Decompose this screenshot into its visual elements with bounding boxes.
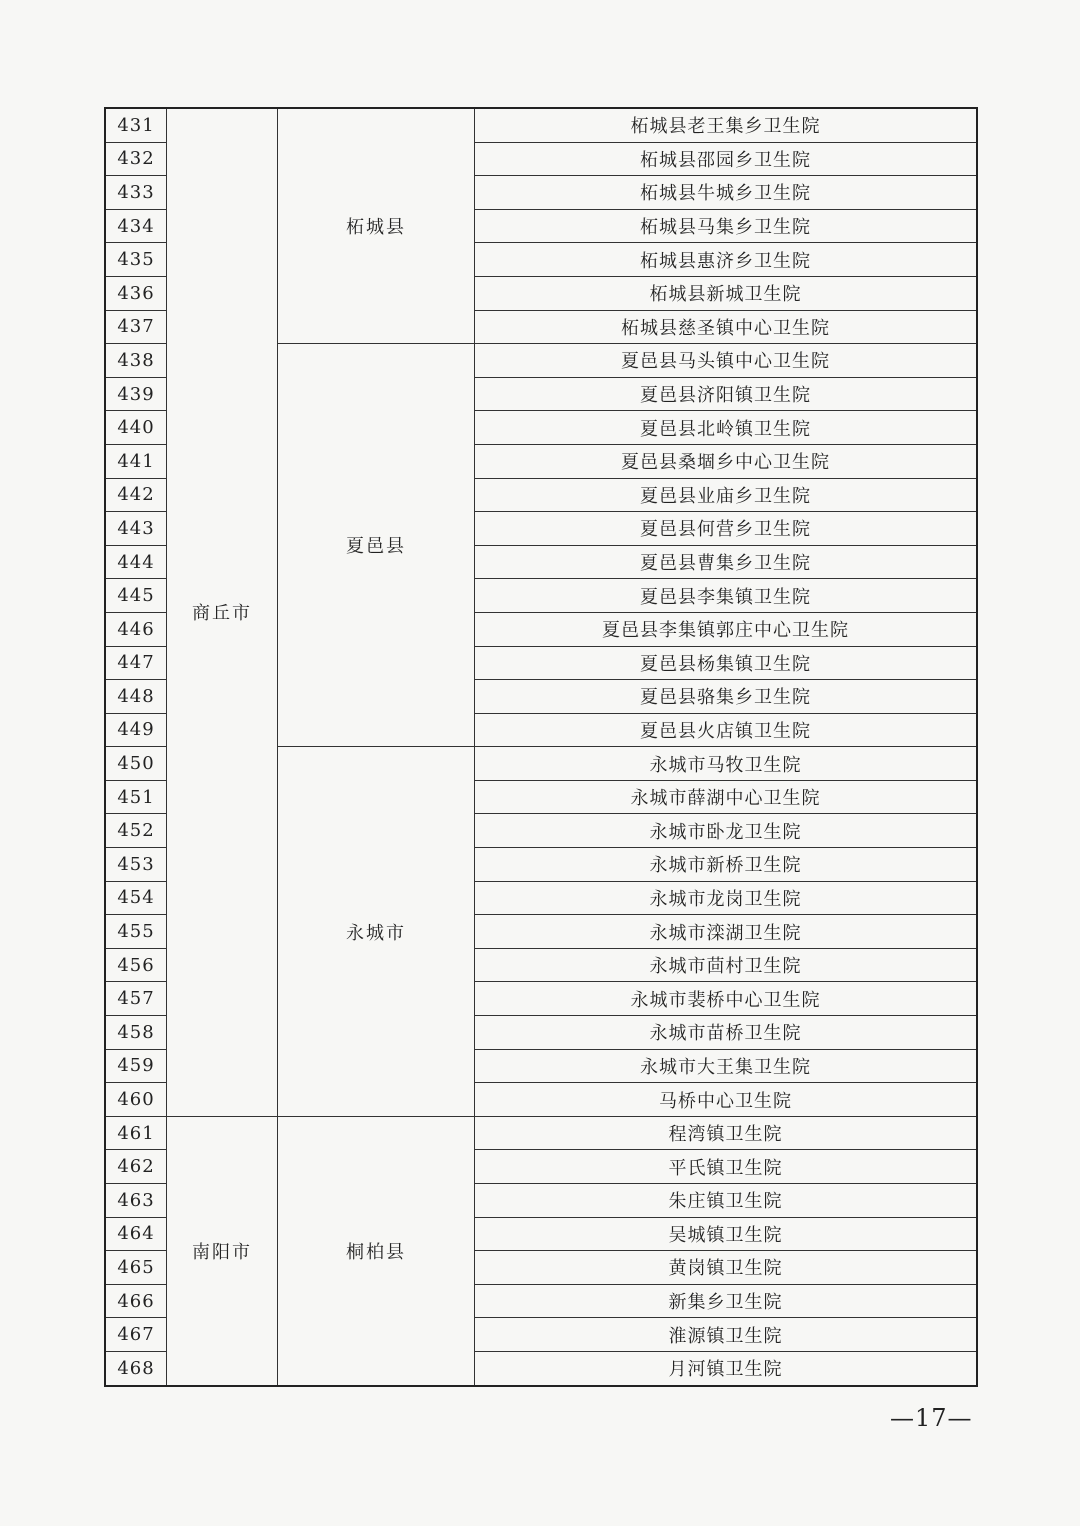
hospital-name: 永城市苗桥卫生院 — [475, 1016, 978, 1050]
table-row — [105, 108, 977, 142]
row-number: 447 — [105, 646, 167, 680]
hospital-name: 永城市卧龙卫生院 — [475, 814, 978, 848]
row-number: 432 — [105, 142, 167, 176]
row-number: 443 — [105, 512, 167, 546]
hospital-name: 夏邑县北岭镇卫生院 — [475, 411, 978, 445]
row-number: 431 — [105, 108, 167, 142]
row-number: 435 — [105, 243, 167, 277]
hospital-name: 月河镇卫生院 — [475, 1351, 978, 1385]
row-number: 459 — [105, 1049, 167, 1083]
hospital-name: 永城市大王集卫生院 — [475, 1049, 978, 1083]
hospital-name: 淮源镇卫生院 — [475, 1318, 978, 1352]
county-cell: 桐柏县 — [278, 1116, 475, 1385]
row-number: 467 — [105, 1318, 167, 1352]
hospital-name: 朱庄镇卫生院 — [475, 1184, 978, 1218]
row-number: 449 — [105, 713, 167, 747]
row-number: 453 — [105, 848, 167, 882]
row-number: 461 — [105, 1116, 167, 1150]
hospital-name: 夏邑县火店镇卫生院 — [475, 713, 978, 747]
row-number: 434 — [105, 209, 167, 243]
row-number: 446 — [105, 612, 167, 646]
hospital-name: 吴城镇卫生院 — [475, 1217, 978, 1251]
row-number: 463 — [105, 1184, 167, 1218]
hospital-name: 夏邑县李集镇郭庄中心卫生院 — [475, 612, 978, 646]
hospital-name: 夏邑县曹集乡卫生院 — [475, 545, 978, 579]
row-number: 450 — [105, 747, 167, 781]
row-number: 445 — [105, 579, 167, 613]
hospital-name: 柘城县慈圣镇中心卫生院 — [475, 310, 978, 344]
row-number: 462 — [105, 1150, 167, 1184]
hospital-name: 夏邑县桑堌乡中心卫生院 — [475, 444, 978, 478]
row-number: 468 — [105, 1351, 167, 1385]
hospital-name: 平氏镇卫生院 — [475, 1150, 978, 1184]
hospital-name: 夏邑县杨集镇卫生院 — [475, 646, 978, 680]
county-cell: 永城市 — [278, 747, 475, 1117]
row-number: 438 — [105, 344, 167, 378]
hospital-name: 永城市薛湖中心卫生院 — [475, 780, 978, 814]
row-number: 433 — [105, 176, 167, 210]
roster-body — [105, 108, 977, 1386]
row-number: 457 — [105, 982, 167, 1016]
row-number: 456 — [105, 948, 167, 982]
row-number: 452 — [105, 814, 167, 848]
row-number: 460 — [105, 1083, 167, 1117]
row-number: 440 — [105, 411, 167, 445]
hospital-name: 永城市裴桥中心卫生院 — [475, 982, 978, 1016]
row-number: 441 — [105, 444, 167, 478]
hospital-name: 永城市马牧卫生院 — [475, 747, 978, 781]
row-number: 437 — [105, 310, 167, 344]
hospital-name: 柘城县牛城乡卫生院 — [475, 176, 978, 210]
row-number: 436 — [105, 276, 167, 310]
row-number: 464 — [105, 1217, 167, 1251]
hospital-name: 夏邑县马头镇中心卫生院 — [475, 344, 978, 378]
row-number: 466 — [105, 1284, 167, 1318]
county-cell: 柘城县 — [278, 108, 475, 344]
hospital-name: 柘城县邵园乡卫生院 — [475, 142, 978, 176]
row-number: 451 — [105, 780, 167, 814]
city-cell: 商丘市 — [167, 108, 278, 1116]
hospital-name: 永城市茴村卫生院 — [475, 948, 978, 982]
hospital-name: 柘城县老王集乡卫生院 — [475, 108, 978, 142]
page-number: —17— — [890, 1404, 973, 1432]
row-number: 465 — [105, 1251, 167, 1285]
hospital-name: 夏邑县业庙乡卫生院 — [475, 478, 978, 512]
row-number: 442 — [105, 478, 167, 512]
hospital-name: 夏邑县济阳镇卫生院 — [475, 377, 978, 411]
hospital-name: 马桥中心卫生院 — [475, 1083, 978, 1117]
hospital-name: 夏邑县李集镇卫生院 — [475, 579, 978, 613]
row-number: 458 — [105, 1016, 167, 1050]
hospital-name: 柘城县惠济乡卫生院 — [475, 243, 978, 277]
hospital-roster-table — [104, 107, 978, 1387]
hospital-name: 永城市龙岗卫生院 — [475, 881, 978, 915]
row-number: 444 — [105, 545, 167, 579]
hospital-name: 黄岗镇卫生院 — [475, 1251, 978, 1285]
hospital-name: 夏邑县骆集乡卫生院 — [475, 680, 978, 714]
table-row — [105, 1116, 977, 1150]
row-number: 448 — [105, 680, 167, 714]
hospital-name: 永城市滦湖卫生院 — [475, 915, 978, 949]
row-number: 439 — [105, 377, 167, 411]
hospital-name: 柘城县马集乡卫生院 — [475, 209, 978, 243]
hospital-name: 程湾镇卫生院 — [475, 1116, 978, 1150]
hospital-name: 新集乡卫生院 — [475, 1284, 978, 1318]
row-number: 454 — [105, 881, 167, 915]
row-number: 455 — [105, 915, 167, 949]
hospital-name: 永城市新桥卫生院 — [475, 848, 978, 882]
hospital-name: 夏邑县何营乡卫生院 — [475, 512, 978, 546]
county-cell: 夏邑县 — [278, 344, 475, 747]
hospital-name: 柘城县新城卫生院 — [475, 276, 978, 310]
city-cell: 南阳市 — [167, 1116, 278, 1385]
